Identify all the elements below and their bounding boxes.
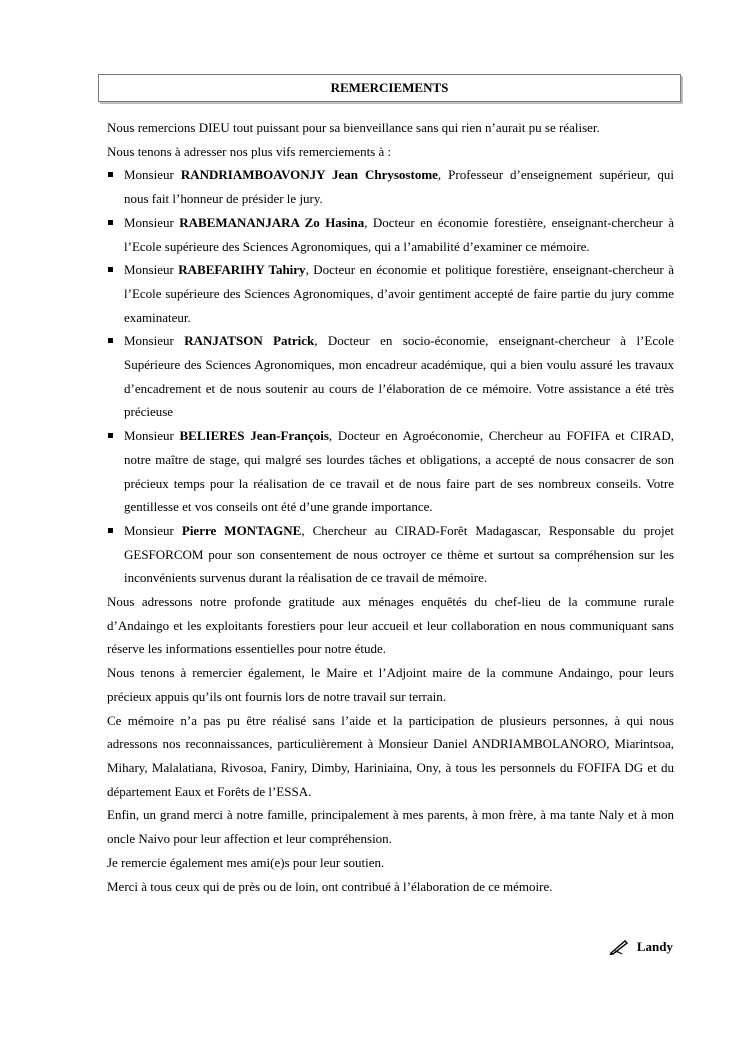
paragraph: Merci à tous ceux qui de près ou de loin, ont contribué à l’élaboration de ce mémoire.: [107, 878, 553, 894]
paragraph: Ce mémoire n’a pas pu être réalisé sans l’aide et la participation de plusieurs personnes, à qui nous adressons nos reconnaissances, particulièrement à Monsieur Daniel ANDRIAMBOLANORO, Miarintsoa, Mihary, Malalatiana, Rivosoa, Faniry, Dimby, Hariniaina, Ony, à tous les personnels du FOFIFA DG et du département Eaux et Forêts de l’ESSA.: [107, 712, 674, 799]
person-name: RANJATSON Patrick: [184, 333, 315, 349]
acknowledgement-list: [107, 163, 674, 590]
list-item: Monsieur BELIERES Jean-François, Docteur en Agroéconomie, Chercheur au FOFIFA et CIRAD, notre maître de stage, qui malgré ses lourdes tâches et obligations, a accepté de nous consacrer de son précieux temps pour la réalisation de ce travail et de nous faire part de ses nombreux conseils. Votre gentillesse et vos conseils ont été d’une grande importance.: [107, 424, 674, 519]
list-item: Monsieur RABEFARIHY Tahiry, Docteur en économie et politique forestière, enseignant-chercheur à l’Ecole supérieure des Sciences Agronomiques, d’avoir gentiment accepté de faire partie du jury comme examinateur.: [107, 258, 674, 329]
paragraph: Enfin, un grand merci à notre famille, principalement à mes parents, à mon frère, à ma tante Naly et à mon oncle Naivo pour leur affection et leur compréhension.: [107, 807, 674, 847]
list-item: Monsieur Pierre MONTAGNE, Chercheur au CIRAD-Forêt Madagascar, Responsable du projet GESFORCOM pour son consentement de nous octroyer ce thème et surtout sa compréhension sur les inconvénients survenus durant la réalisation de ce travail de mémoire.: [107, 519, 674, 590]
writing-hand-icon: [609, 939, 629, 955]
paragraph: Nous adressons notre profonde gratitude aux ménages enquêtés du chef-lieu de la commune rurale d’Andaingo et les exploitants forestiers pour leur accueil et leur collaboration en nous communiquant sans réserve les informations essentielles pour notre étude.: [107, 594, 674, 657]
title-box: [98, 74, 681, 102]
bullet-icon: [108, 220, 113, 225]
person-name: Pierre MONTAGNE: [181, 522, 302, 538]
bullet-icon: [108, 433, 113, 438]
paragraph: Nous tenons à remercier également, le Maire et l’Adjoint maire de la commune Andaingo, pour leurs précieux appuis qu’ils ont fournis lors de notre travail sur terrain.: [107, 665, 674, 704]
signature-name: Landy: [636, 939, 673, 954]
person-name: RABEFARIHY Tahiry: [178, 262, 306, 278]
bullet-icon: [108, 172, 113, 177]
bullet-icon: [108, 528, 113, 533]
person-name: BELIERES Jean-François: [179, 428, 329, 444]
list-item: Monsieur RANJATSON Patrick, Docteur en socio-économie, enseignant-chercheur à l’Ecole Supérieure des Sciences Agronomiques, mon encadreur académique, qui a bien voulu assuré les travaux d’encadrement et de nous soutenir au cours de l’élaboration de ce mémoire. Votre assistance a été très précieuse: [107, 329, 674, 424]
person-name: RANDRIAMBOAVONJY Jean Chrysostome: [180, 167, 438, 183]
list-item: Monsieur RABEMANANJARA Zo Hasina, Docteur en économie forestière, enseignant-chercheur à l’Ecole supérieure des Sciences Agronomiques, qui a l’amabilité d’examiner ce mémoire.: [107, 211, 674, 258]
paragraph: Je remercie également mes ami(e)s pour leur soutien.: [107, 854, 385, 870]
signature: [609, 939, 673, 955]
content-body: [107, 116, 674, 898]
intro-paragraph: Nous remercions DIEU tout puissant pour sa bienveillance sans qui rien n’aurait pu se réaliser.: [107, 120, 600, 135]
bullet-icon: [108, 338, 113, 343]
page-title: REMERCIEMENTS: [330, 80, 449, 95]
person-name: RABEMANANJARA Zo Hasina: [179, 214, 365, 230]
intro-paragraph: Nous tenons à adresser nos plus vifs remerciements à :: [107, 143, 392, 159]
list-item: Monsieur RANDRIAMBOAVONJY Jean Chrysostome, Professeur d’enseignement supérieur, qui nous fait l’honneur de présider le jury.: [107, 163, 674, 210]
bullet-icon: [108, 267, 113, 272]
